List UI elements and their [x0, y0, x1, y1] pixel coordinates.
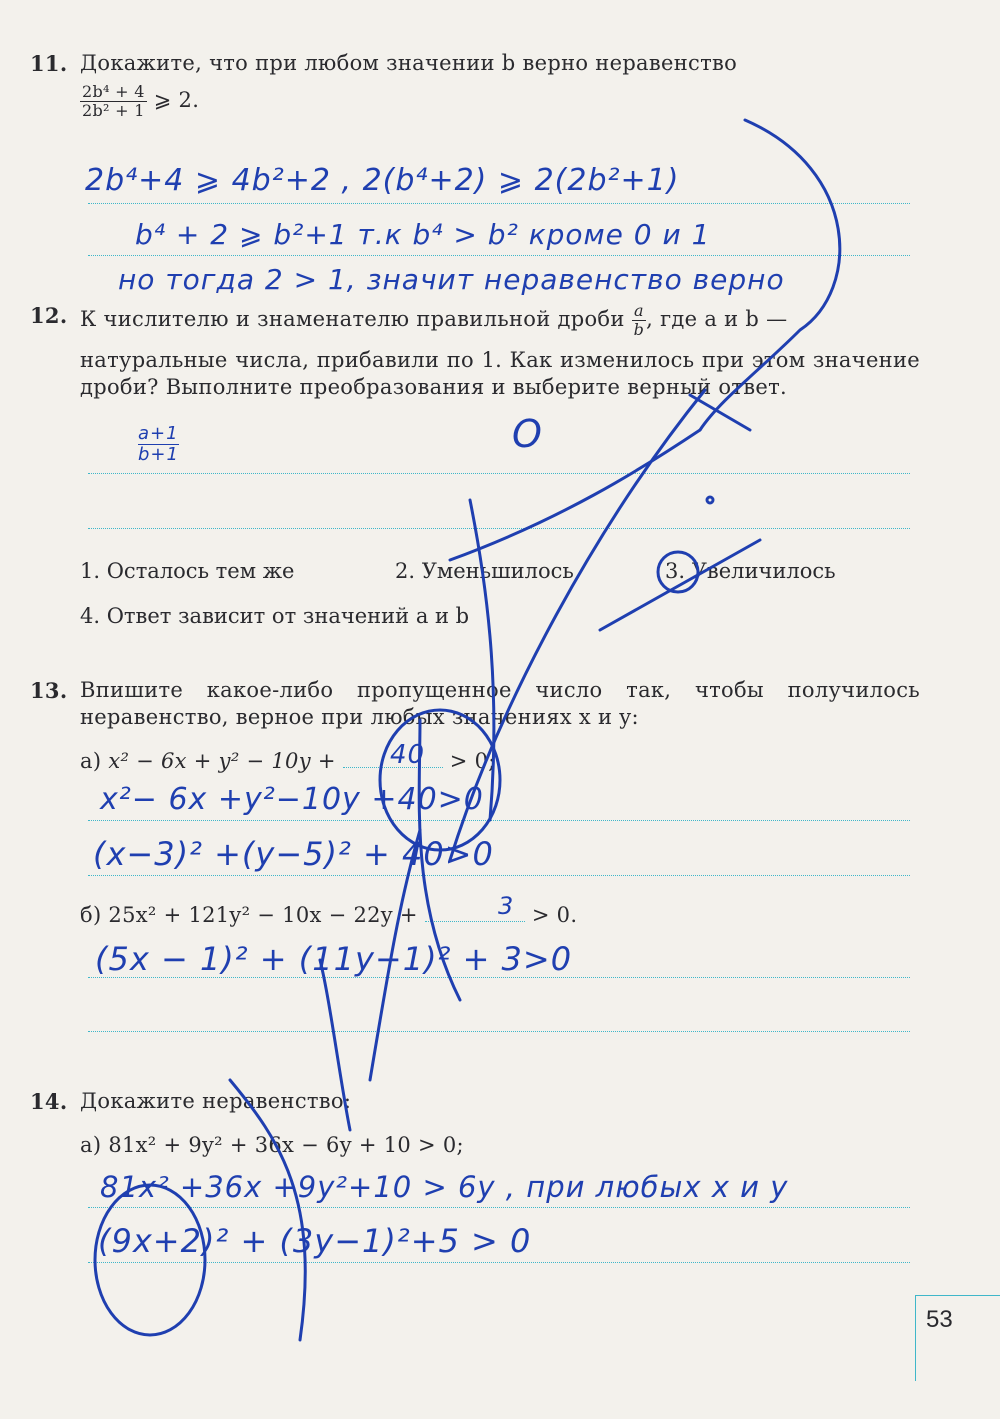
subtask-label: б) — [80, 903, 102, 927]
pen-stroke — [230, 1080, 305, 1340]
handwritten-answer: b⁴ + 2 ⩾ b²+1 т.к b⁴ > b² кроме 0 и 1 — [135, 218, 711, 251]
task-number: 13. — [30, 678, 68, 703]
pen-stroke — [419, 720, 460, 1000]
handwritten-answer: 2b⁴+4 ⩾ 4b²+2 , 2(b⁴+2) ⩾ 2(2b²+1) — [85, 163, 680, 198]
fraction-denominator: b+1 — [138, 444, 179, 465]
pen-stroke — [707, 497, 713, 503]
handwritten-mark: O — [512, 412, 543, 456]
subtask-label: а) — [80, 749, 102, 773]
task-text: Докажите, что при любом значении b верно неравенство — [80, 51, 738, 75]
handwritten-fill: 3 — [498, 892, 515, 920]
expression-tail: > 0. — [531, 903, 578, 927]
expression: 25x² + 121y² − 10x − 22y + — [108, 903, 418, 927]
option-3: 3. Увеличилось — [665, 559, 836, 583]
expression: 81x² + 9y² + 36x − 6y + 10 > 0; — [108, 1133, 464, 1157]
task-text-part: К числителю и знаменателю правильной дроби — [80, 307, 625, 331]
option-1: 1. Осталось тем же — [80, 559, 295, 583]
pen-stroke — [690, 395, 750, 430]
fraction-numerator: a+1 — [138, 423, 179, 444]
expression-tail: > 0; — [449, 749, 496, 773]
fraction-denominator: b — [633, 320, 645, 339]
handwritten-answer: x²− 6x +y²−10y +40>0 — [100, 782, 484, 817]
pen-stroke — [370, 830, 420, 1080]
task-text: Докажите неравенство: — [80, 1089, 352, 1113]
handwritten-answer: (x−3)² +(y−5)² + 40>0 — [93, 835, 494, 873]
handwritten-answer: 81x² +36x +9y²+10 > 6y , при любых x и y — [100, 1170, 789, 1204]
subtask-label: а) — [80, 1133, 102, 1157]
task-text: Впишите какое-либо пропущенное число так, чтобы получилось неравенство, верное при любых значениях x и y: — [80, 678, 920, 729]
page-number: 53 — [926, 1306, 953, 1333]
fraction-numerator: a — [632, 302, 647, 321]
task-number: 11. — [30, 51, 68, 76]
handwritten-answer: (9x+2)² + (3y−1)²+5 > 0 — [98, 1222, 532, 1260]
expression: x² − 6x + y² − 10y + — [108, 749, 336, 773]
option-2: 2. Уменьшилось — [395, 559, 574, 583]
fraction-numerator: 2b⁴ + 4 — [82, 82, 145, 101]
inequality-relation: ⩾ 2. — [153, 88, 200, 112]
pen-stroke — [450, 430, 700, 560]
option-4: 4. Ответ зависит от значений a и b — [80, 604, 470, 628]
handwritten-fill: 40 — [390, 740, 426, 770]
task-number: 14. — [30, 1089, 68, 1114]
pen-stroke — [95, 1185, 205, 1335]
fraction-denominator: 2b² + 1 — [82, 101, 145, 120]
pen-stroke — [320, 960, 350, 1130]
handwritten-answer: но тогда 2 > 1, значит неравенство верно — [118, 263, 785, 296]
task-text: натуральные числа, прибавили по 1. Как изменилось при этом значение дроби? Выполните преобразования и выберите верный ответ. — [80, 348, 920, 399]
pen-stroke — [700, 120, 840, 430]
handwritten-answer: (5x − 1)² + (11y−1)² + 3>0 — [95, 940, 573, 978]
pen-stroke — [380, 710, 500, 850]
task-number: 12. — [30, 303, 68, 328]
task-text-part: , где a и b — — [646, 307, 788, 331]
page-number-box — [915, 1295, 1000, 1381]
